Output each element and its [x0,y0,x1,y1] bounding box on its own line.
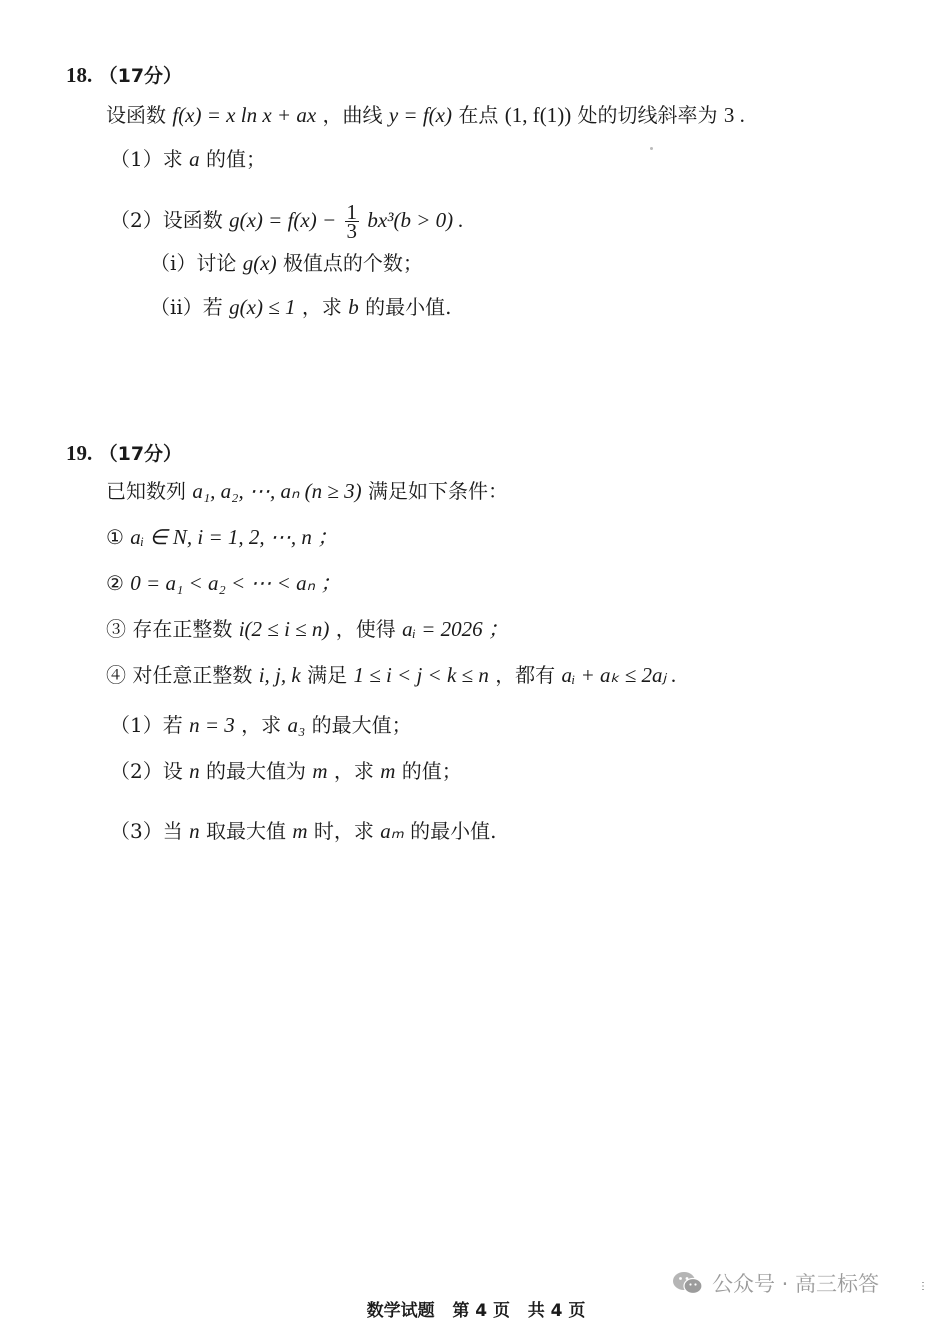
q19-part2-mid1: 的最大值为 [205,759,306,783]
q18-heading [66,62,182,89]
q19-part1-var: a₃ [287,713,306,737]
q18-number: 18. [66,63,93,87]
q18-part2-ii-expr: g(x) ≤ 1 [229,295,296,319]
watermark [672,1268,879,1298]
q19-heading [66,440,182,467]
condition-3-expr1: i(2 ≤ i ≤ n) [238,617,330,641]
q19-part2-end: 的值； [401,759,462,783]
fraction-numerator: 1 [346,200,357,224]
q19-stem-end: 满足如下条件： [367,479,508,503]
condition-2-mark: ② [106,571,124,595]
q18-part1-end: 的值； [205,147,266,171]
q19-part3-mid2: 时，求 [313,819,374,843]
q18-stem-curve: y = f(x) [388,103,452,127]
q18-stem [106,102,745,128]
q19-part3-var1: n [189,819,200,843]
q19-part2-var2: m [312,759,328,783]
q19-part1-expr: n = 3 [189,713,235,737]
q19-part3 [110,818,497,844]
q19-part3-end: 的最小值. [410,819,497,843]
condition-4-text3: ，都有 [495,663,556,687]
condition-4-expr1: i, j, k [258,663,301,687]
q18-part2-i-end: 极值点的个数； [282,251,423,275]
condition-3-text2: ，使得 [335,617,396,641]
q19-part3-var3: aₘ [380,819,404,843]
q18-part1 [110,146,266,172]
q18-stem-intro: 设函数 [106,103,166,127]
q19-stem [106,478,508,504]
condition-4-text1: 对任意正整数 [132,663,253,687]
watermark-text: 公众号 · 高三标答 [712,1272,880,1296]
q19-part3-mid1: 取最大值 [205,819,286,843]
q19-part2-var1: n [189,759,200,783]
q18-part2-ii-mid: ，求 [301,295,342,319]
q19-score: （17分） [98,443,183,465]
q19-condition-3 [106,616,509,642]
condition-4-expr3: aᵢ + aₖ ≤ 2aⱼ . [561,663,677,687]
condition-4-expr2: 1 ≤ i < j < k ≤ n [353,663,489,687]
condition-3-text1: 存在正整数 [132,617,233,641]
page-footer: 数学试题 第 4 页 共 4 页 [366,1301,586,1321]
q18-part2-i [150,250,423,276]
q19-part2-label: （2）设 [110,759,183,783]
q19-condition-2 [106,570,341,596]
q18-part2-lhs: g(x) = f(x) − [229,208,337,232]
edge-mark: ⋮ [918,1281,928,1292]
q19-stem-intro: 已知数列 [106,479,186,503]
q18-part1-label: （1）求 [110,147,183,171]
q18-part2-ii-label: （ⅱ）若 [150,295,223,319]
q18-part2-label: （2）设函数 [110,208,223,232]
q18-stem-slope: 3 . [723,103,745,127]
q18-part1-var: a [189,147,200,171]
q18-stem-point: (1, f(1)) [504,103,572,127]
q19-part2-var3: m [380,759,396,783]
q18-part2-i-label: （ⅰ）讨论 [150,251,237,275]
fraction-denominator: 3 [346,219,357,243]
q18-part2-ii-var: b [348,295,359,319]
q18-part2-rhs: bx³(b > 0) . [367,208,464,232]
q19-part2-mid2: ，求 [333,759,374,783]
q19-condition-4 [106,662,677,688]
q18-part2-ii [150,294,451,320]
q19-part3-label: （3）当 [110,819,183,843]
one-third-fraction [345,200,360,243]
q18-stem-at: 在点 [458,103,499,127]
q19-part1-mid: ，求 [241,713,282,737]
q19-condition-1 [106,524,338,550]
condition-2-expr: 0 = a₁ < a₂ < ⋯ < aₙ ； [130,571,342,595]
q19-part2 [110,758,462,784]
q19-number: 19. [66,441,93,465]
q19-part1-end: 的最大值； [311,713,412,737]
q18-part2 [110,200,464,243]
q19-part1-label: （1）若 [110,713,183,737]
condition-4-mark: ④ [106,663,126,687]
condition-1-mark: ① [106,525,124,549]
q18-score: （17分） [98,65,183,87]
condition-3-expr2: aᵢ = 2026 ； [402,617,509,641]
q18-part2-i-expr: g(x) [242,251,277,275]
wechat-logo-icon [672,1270,704,1296]
q18-stem-mid: ，曲线 [322,103,383,127]
condition-3-mark: ③ [106,617,126,641]
q18-stem-end: 处的切线斜率为 [577,103,718,127]
q18-stem-fx: f(x) = x ln x + ax [172,103,317,127]
condition-4-text2: 满足 [307,663,348,687]
q19-stem-seq: a₁, a₂, ⋯, aₙ (n ≥ 3) [192,479,362,503]
condition-1-expr: aᵢ ∈ N, i = 1, 2, ⋯, n ； [130,525,339,549]
q19-part1 [110,712,412,738]
q19-part3-var2: m [292,819,308,843]
scan-speck [650,147,653,150]
q18-part2-ii-end: 的最小值. [365,295,452,319]
